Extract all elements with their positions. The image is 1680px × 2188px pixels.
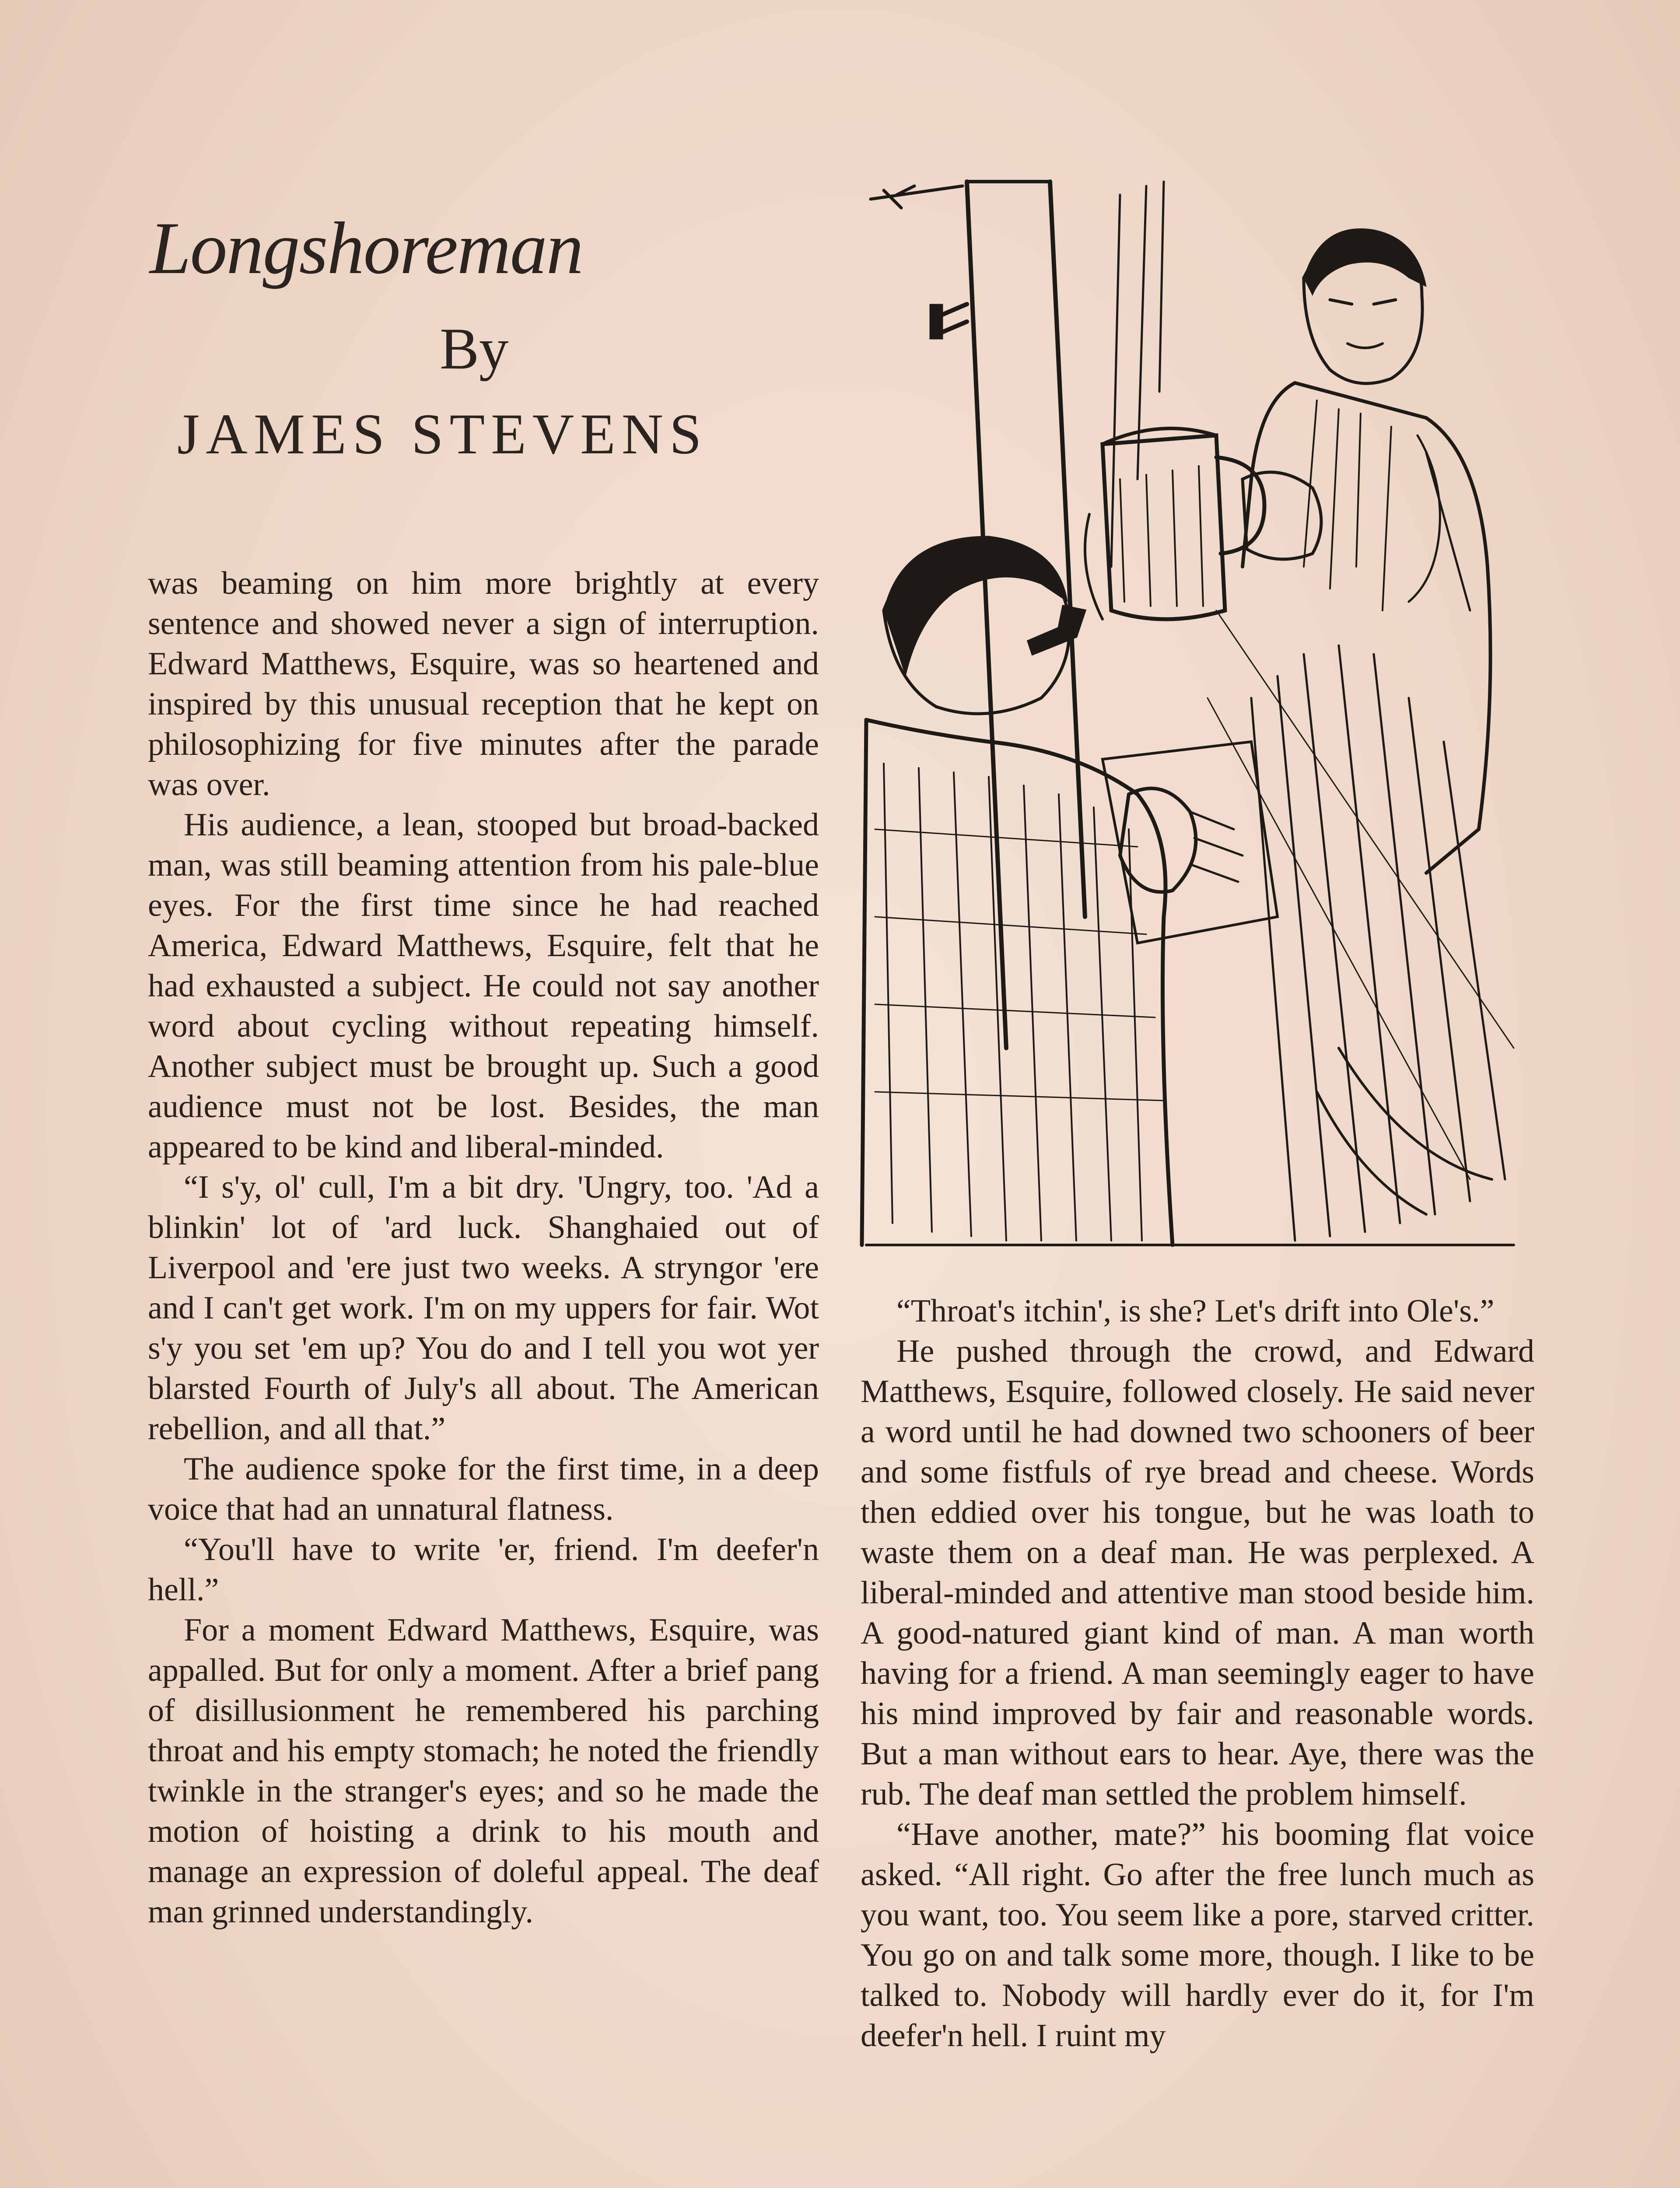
paragraph: “You'll have to write 'er, friend. I'm deefer'n hell.” <box>148 1532 819 1608</box>
byline-author: JAMES STEVENS <box>177 402 708 466</box>
right-text-column <box>861 1291 1534 2056</box>
paragraph: “Have another, mate?” his booming flat voice asked. “All right. Go after the free lunch much as you want, too. You seem like a pore, starved critter. You go on and talk some more, though. I like to be talked to. Nobody will hardly ever do it, for I'm deefer'n hell. I ruint my <box>861 1816 1534 2054</box>
pen-ink-illustration-icon <box>858 173 1540 1267</box>
paragraph: For a moment Edward Matthews, Esquire, was appalled. But for only a moment. After a brief pang of disillusionment he remembered his parching throat and his empty stomach; he noted the friendly twinkle in the stranger's eyes; and so he made the motion of hoisting a drink to his mouth and manage an expression of doleful appeal. The deaf man grinned understandingly. <box>148 1612 819 1930</box>
paragraph: The audience spoke for the first time, in a deep voice that had an unnatural flatness. <box>148 1451 819 1527</box>
paragraph: His audience, a lean, stooped but broad-backed man, was still beaming attention from his pale-blue eyes. For the first time since he had reached America, Edward Matthews, Esquire, felt that he had exhausted a subject. He could not say another word about cycling without repeating himself. Another subject must be brought up. Such a good audience must not be lost. Besides, the man appeared to be kind and liberal-minded. <box>148 807 819 1165</box>
paragraph: was beaming on him more brightly at every sentence and showed never a sign of interruption. Edward Matthews, Esquire, was so heartened and inspired by this unusual reception that he kept on philosophizing for five minutes after the parade was over. <box>148 565 819 803</box>
left-text-column <box>148 563 819 1932</box>
paragraph: “Throat's itchin', is she? Let's drift into Ole's.” <box>896 1293 1494 1329</box>
paragraph: He pushed through the crowd, and Edward Matthews, Esquire, followed closely. He said never a word until he had downed two schooners of beer and some fistfuls of rye bread and cheese. Words then eddied over his tongue, but he was loath to waste them on a deaf man. He was perplexed. A liberal-minded and attentive man stood beside him. A good-natured giant kind of man. A man worth having for a friend. A man seemingly eager to have his mind improved by fair and reasonable words. But a man without ears to hear. Aye, there was the rub. The deaf man settled the problem himself. <box>861 1333 1534 1812</box>
byline-by: By <box>440 316 509 382</box>
story-title: Longshoreman <box>150 207 583 289</box>
paragraph: “I s'y, ol' cull, I'm a bit dry. 'Ungry, too. 'Ad a blinkin' lot of 'ard luck. Shanghaied out of Liverpool and 'ere just two weeks. A stryngor 'ere and I can't get work. I'm on my uppers for fair. Wot s'y you set 'em up? You do and I tell you wot yer blarsted Fourth of July's all about. The American rebellion, and all that.” <box>148 1169 819 1447</box>
